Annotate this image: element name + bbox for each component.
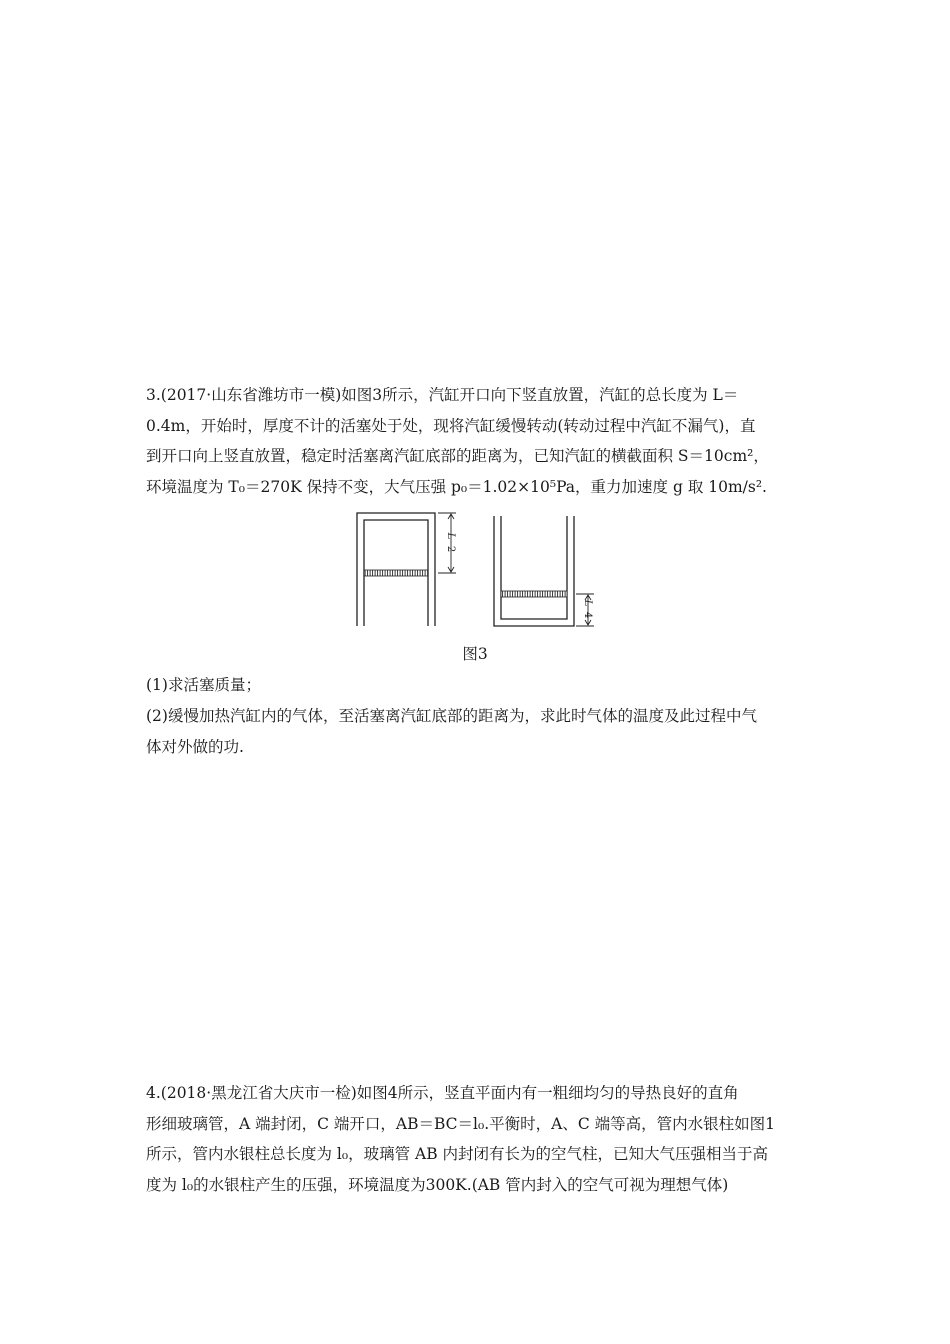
left-cylinder [357, 513, 435, 626]
right-label-denominator: 4 [582, 611, 593, 619]
problem-4-text [146, 1078, 808, 1200]
right-piston [501, 591, 567, 597]
left-piston [364, 570, 428, 576]
question-1: (1)求活塞质量； [146, 676, 261, 694]
left-label-numerator: L [445, 532, 456, 540]
problem-3-questions [146, 670, 808, 763]
right-label-numerator: L [582, 599, 593, 607]
problem-3-line-3: 到开口向上竖直放置，稳定时活塞离汽缸底部的距离为，已知汽缸的横截面积 S＝10cm²， [146, 447, 769, 465]
problem-3-line-2: 0.4m，开始时，厚度不计的活塞处于处，现将汽缸缓慢转动(转动过程中汽缸不漏气)，直 [146, 416, 756, 435]
right-cylinder [494, 516, 574, 626]
left-label-denominator: 2 [445, 545, 456, 553]
question-2-line-2: 体对外做的功. [146, 738, 244, 756]
problem-4-line-2: 形细玻璃管，A 端封闭，C 端开口，AB＝BC＝l₀.平衡时，A、C 端等高，管内水银柱如图1 [146, 1114, 775, 1133]
problem-4-line-3: 所示，管内水银柱总长度为 l₀，玻璃管 AB 内封闭有长为的空气柱，已知大气压强相当于高 [146, 1145, 769, 1163]
question-2-line-1: (2)缓慢加热汽缸内的气体，至活塞离汽缸底部的距离为，求此时气体的温度及此过程中气 [146, 707, 757, 725]
problem-4-line-4: 度为 l₀的水银柱产生的压强，环境温度为300K.(AB 管内封入的空气可视为理想气体) [146, 1175, 729, 1194]
problem-4-line-1: 4.(2018·黑龙江省大庆市一检)如图4所示，竖直平面内有一粗细均匀的导热良好的直角 [146, 1084, 739, 1102]
problem-3-line-4: 环境温度为 T₀＝270K 保持不变，大气压强 p₀＝1.02×10⁵Pa，重力加速度 g 取 10m/s². [146, 477, 767, 496]
left-dimension [438, 513, 456, 573]
figure-3-cylinders [352, 508, 598, 628]
figure-3-caption: 图3 [462, 645, 488, 663]
problem-3-text [146, 380, 808, 502]
problem-3-line-1: 3.(2017·山东省潍坊市一模)如图3所示，汽缸开口向下竖直放置，汽缸的总长度为 L＝ [146, 386, 739, 404]
